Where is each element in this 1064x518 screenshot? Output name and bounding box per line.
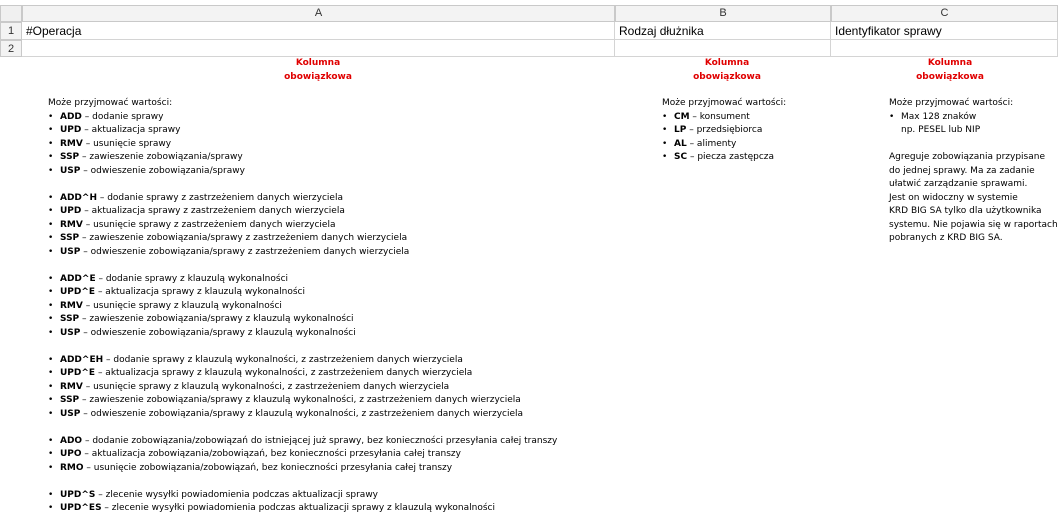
value-description: – zlecenie wysyłki powiadomienia podczas aktualizacji sprawy z klauzulą wykonalności — [101, 503, 495, 513]
value-code: UPD^E — [60, 368, 96, 378]
value-description: – dodanie sprawy z klauzulą wykonalności, z zastrzeżeniem danych wierzyciela — [103, 354, 463, 365]
value-description: – dodanie zobowiązania/zobowiązań do istniejącej już sprawy, bez konieczności przesyłania całej transzy — [82, 435, 558, 446]
value-description: – zlecenie wysyłki powiadomienia podczas aktualizacji sprawy — [95, 489, 379, 500]
description-line: do jednej sprawy. Ma za zadanie — [889, 165, 1035, 176]
list-item — [48, 435, 557, 449]
list-item — [48, 367, 557, 381]
cell-b1[interactable]: Rodzaj dłużnika — [615, 22, 831, 40]
value-code: UPD^S — [60, 489, 96, 500]
note-column-c — [889, 97, 1058, 246]
debtor-type-values-list — [662, 111, 786, 165]
list-item — [48, 124, 557, 138]
value-code: RMV — [60, 219, 83, 230]
value-description: – dodanie sprawy z klauzulą wykonalności — [95, 273, 289, 284]
list-item — [48, 502, 557, 516]
value-code: UPD — [60, 206, 82, 216]
value-description: – dodanie sprawy — [81, 111, 164, 122]
value-description: – usunięcie zobowiązania/zobowiązań, bez konieczności przesyłania całej transzy — [83, 462, 453, 473]
value-description: – aktualizacja sprawy z klauzulą wykonalności, z zastrzeżeniem danych wierzyciela — [95, 368, 473, 378]
value-code: SC — [674, 152, 688, 162]
list-item — [48, 300, 557, 314]
list-item — [48, 448, 557, 462]
cell-a2[interactable] — [22, 40, 615, 57]
value-code: ADD — [60, 111, 82, 122]
value-description: – zawieszenie zobowiązania/sprawy z zastrzeżeniem danych wierzyciela — [79, 233, 408, 243]
list-item — [48, 192, 557, 206]
list-item — [48, 232, 557, 246]
value-description: – konsument — [689, 111, 750, 122]
value-code: UPD^E — [60, 287, 96, 297]
list-item — [662, 124, 786, 138]
description-line: pobranych z KRD BIG SA. — [889, 233, 1003, 243]
list-item — [48, 165, 557, 179]
value-code: AL — [674, 138, 687, 149]
list-item — [48, 138, 557, 152]
case-id-description — [889, 151, 1058, 246]
description-line: systemu. Nie pojawia się w raportach — [889, 219, 1058, 230]
list-item — [48, 246, 557, 260]
required-label-b — [677, 57, 777, 84]
value-code: LP — [674, 125, 687, 135]
cell-a1[interactable]: #Operacja — [22, 22, 615, 40]
required-label-line2: obowiązkowa — [693, 71, 761, 82]
required-label-c — [900, 57, 1000, 84]
list-item — [48, 381, 557, 395]
note-intro: Może przyjmować wartości: — [889, 98, 1014, 108]
value-code: SSP — [60, 395, 80, 405]
value-description: – zawieszenie zobowiązania/sprawy z klauzulą wykonalności — [79, 314, 354, 324]
value-code: ADD^EH — [60, 354, 104, 365]
cell-c2[interactable] — [831, 40, 1058, 57]
value-description: – odwieszenie zobowiązania/sprawy z klauzulą wykonalności — [80, 327, 356, 338]
value-code: SSP — [60, 152, 80, 162]
value-description: – alimenty — [686, 138, 737, 149]
required-label-line2: obowiązkowa — [284, 71, 352, 82]
value-description: – usunięcie sprawy z klauzulą wykonalności — [82, 300, 282, 311]
list-item — [662, 111, 786, 125]
list-item — [48, 354, 557, 368]
list-item — [48, 408, 557, 422]
list-item — [48, 273, 557, 287]
value-code: RMV — [60, 300, 83, 311]
value-description: – usunięcie sprawy z zastrzeżeniem danych wierzyciela — [82, 219, 336, 230]
cell-c1[interactable]: Identyfikator sprawy — [831, 22, 1058, 40]
required-label-line1: Kolumna — [704, 58, 750, 68]
value-description: – usunięcie sprawy z klauzulą wykonalności, z zastrzeżeniem danych wierzyciela — [82, 381, 450, 392]
required-label-line1: Kolumna — [295, 58, 341, 68]
list-item — [48, 327, 557, 341]
row-header-1[interactable]: 1 — [0, 22, 22, 40]
value-code: SSP — [60, 233, 80, 243]
column-header-b[interactable]: B — [615, 5, 831, 22]
case-id-values-list — [889, 111, 1058, 125]
value-description: – odwieszenie zobowiązania/sprawy z zastrzeżeniem danych wierzyciela — [80, 246, 410, 257]
list-item — [48, 219, 557, 233]
list-item — [48, 462, 557, 476]
value-code: ADD^E — [60, 273, 96, 284]
value-code: ADO — [60, 435, 83, 446]
list-item — [48, 151, 557, 165]
list-item — [662, 151, 786, 165]
cell-b2[interactable] — [615, 40, 831, 57]
value-code: UPD — [60, 125, 82, 135]
column-header-c[interactable]: C — [831, 5, 1058, 22]
value-description: – aktualizacja zobowiązania/zobowiązań, bez konieczności przesyłania całej transzy — [81, 449, 461, 459]
description-line: Jest on widoczny w systemie — [889, 192, 1018, 203]
value-description: – usunięcie sprawy — [82, 138, 172, 149]
list-item — [48, 111, 557, 125]
list-item: • Max 128 znaków — [889, 111, 1058, 125]
value-description: – odwieszenie zobowiązania/sprawy z klauzulą wykonalności, z zastrzeżeniem danych wierzyciela — [80, 408, 524, 419]
value-code: USP — [60, 408, 81, 419]
required-label-line1: Kolumna — [927, 58, 973, 68]
value-description: – odwieszenie zobowiązania/sprawy — [80, 165, 245, 176]
value-code: UPO — [60, 449, 82, 459]
value-code: RMV — [60, 138, 83, 149]
value-code: RMV — [60, 381, 83, 392]
value-description: – aktualizacja sprawy z zastrzeżeniem danych wierzyciela — [81, 206, 345, 216]
value-description: – aktualizacja sprawy — [81, 125, 181, 135]
column-header-a[interactable]: A — [22, 5, 615, 22]
value-code: USP — [60, 165, 81, 176]
list-item — [48, 205, 557, 219]
required-label-line2: obowiązkowa — [916, 71, 984, 82]
note-column-b — [662, 97, 786, 165]
description-line: Agreguje zobowiązania przypisane — [889, 152, 1045, 162]
note-intro: Może przyjmować wartości: — [662, 98, 787, 108]
value-code: USP — [60, 327, 81, 338]
value-description: – zawieszenie zobowiązania/sprawy — [79, 152, 243, 162]
description-line: KRD BIG SA tylko dla użytkownika — [889, 206, 1042, 216]
value-code: ADD^H — [60, 192, 97, 203]
list-item — [48, 286, 557, 300]
list-item — [662, 138, 786, 152]
required-label-a — [268, 57, 368, 84]
value-description: – piecza zastępcza — [687, 152, 775, 162]
list-item — [48, 489, 557, 503]
note-intro: Może przyjmować wartości: — [48, 98, 173, 108]
value-code: UPD^ES — [60, 503, 102, 513]
list-item — [48, 394, 557, 408]
note-column-a — [48, 97, 557, 516]
select-all-corner[interactable] — [0, 5, 22, 22]
list-item — [48, 313, 557, 327]
value-code: RMO — [60, 462, 84, 473]
value-description: – dodanie sprawy z zastrzeżeniem danych wierzyciela — [96, 192, 343, 203]
value-code: USP — [60, 246, 81, 257]
value-description: – aktualizacja sprawy z klauzulą wykonalności — [95, 287, 305, 297]
value-description: – zawieszenie zobowiązania/sprawy z klauzulą wykonalności, z zastrzeżeniem danych wierzyciela — [79, 395, 521, 405]
value-description: – przedsiębiorca — [686, 125, 763, 135]
description-line: ułatwić zarządzanie sprawami. — [889, 179, 1028, 189]
row-header-2[interactable]: 2 — [0, 40, 22, 57]
value-code: CM — [674, 111, 690, 122]
value-code: SSP — [60, 314, 80, 324]
operation-values-list — [48, 111, 557, 516]
list-item-continuation: np. PESEL lub NIP — [901, 125, 981, 135]
